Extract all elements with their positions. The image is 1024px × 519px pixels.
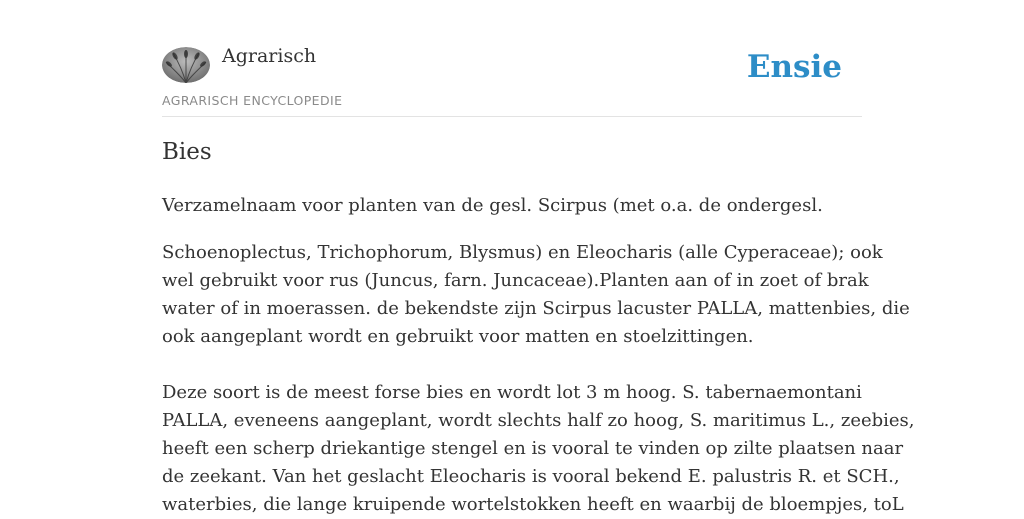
site-name[interactable]: Agrarisch xyxy=(222,45,317,67)
body-line: PALLA, eveneens aangeplant, wordt slechts half zo hoog, S. maritimus L., zeebies, xyxy=(162,410,915,431)
body-line: de zeekant. Van het geslacht Eleocharis is vooral bekend E. palustris R. et SCH., xyxy=(162,466,900,487)
site-subtitle: AGRARISCH ENCYCLOPEDIE xyxy=(162,93,343,108)
article-title: Bies xyxy=(162,139,212,165)
page xyxy=(162,0,915,515)
body-line: wel gebruikt voor rus (Juncus, farn. Juncaceae).Planten aan of in zoet of brak xyxy=(162,270,869,291)
body-line: ook aangeplant wordt en gebruikt voor matten en stoelzittingen. xyxy=(162,326,754,347)
body-line: heeft een scherp driekantige stengel en is vooral te vinden op zilte plaatsen naar xyxy=(162,438,904,459)
body-line xyxy=(162,351,862,379)
article-intro: Verzamelnaam voor planten van de gesl. Scirpus (met o.a. de ondergesl. xyxy=(162,195,823,216)
body-line: Schoenoplectus, Trichophorum, Blysmus) en Eleocharis (alle Cyperaceae); ook xyxy=(162,242,883,263)
body-line: waterbies, die lange kruipende wortelstokken heeft en waarbij de bloempjes, toL xyxy=(162,494,904,515)
body-line: water of in moerassen. de bekendste zijn Scirpus lacuster PALLA, mattenbies, die xyxy=(162,298,910,319)
ensie-logo[interactable]: Ensie xyxy=(746,49,842,85)
site-header xyxy=(162,0,862,117)
body-line: Deze soort is de meest forse bies en wordt lot 3 m hoog. S. tabernaemontani xyxy=(162,382,862,403)
article-body xyxy=(162,239,915,519)
wheat-ears-icon[interactable] xyxy=(162,47,210,83)
